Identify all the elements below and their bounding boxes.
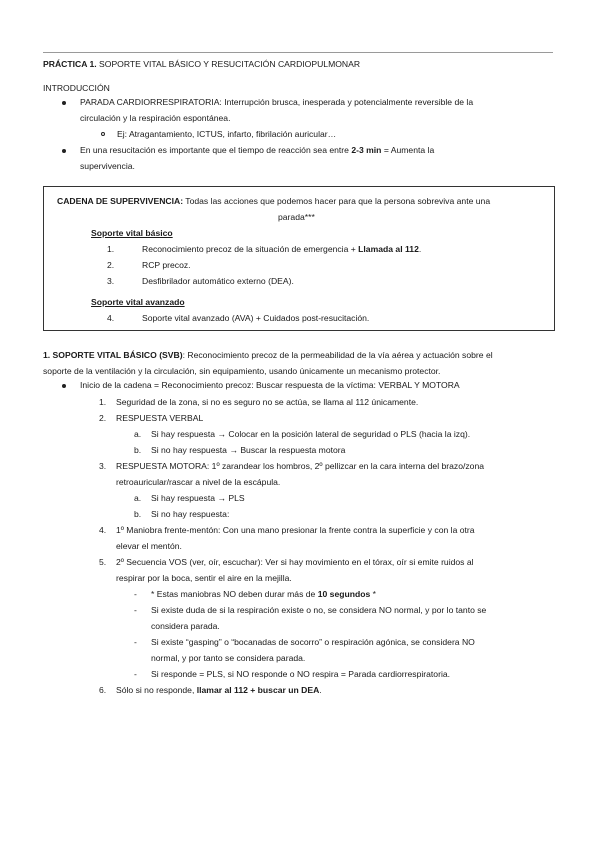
step-3b: Si no hay respuesta: — [151, 509, 230, 519]
dash-icon: - — [134, 669, 137, 679]
chain-item: RCP precoz. — [142, 260, 191, 270]
step-5: 2º Secuencia VOS (ver, oír, escuchar): Ver si hay movimiento en el tórax, oír si emite ruidos al — [116, 557, 474, 567]
step-5-point: Si existe duda de si la respiración existe o no, se considera NO normal, y por lo tanto se — [151, 605, 487, 615]
step-4: 1º Maniobra frente-mentón: Con una mano presionar la frente contra la superficie y con la otra — [116, 525, 475, 535]
sub-label: a. — [134, 429, 142, 439]
step-4-cont: elevar el mentón. — [116, 541, 182, 551]
sva-subheading: Soporte vital avanzado — [91, 297, 185, 307]
step-5-point-cont: considera parada. — [151, 621, 220, 631]
sub-label: b. — [134, 445, 142, 455]
step-2: RESPUESTA VERBAL — [116, 413, 204, 423]
step-number: 6. — [99, 685, 107, 695]
step-number: 4. — [99, 525, 107, 535]
sub-label: a. — [134, 493, 142, 503]
intro-heading: INTRODUCCIÓN — [43, 83, 110, 93]
intro-bullet-1-cont: circulación y la respiración espontánea. — [80, 113, 231, 123]
bullet-icon — [62, 101, 66, 105]
step-5-cont: respirar por la boca, sentir el aire en la mejilla. — [116, 573, 292, 583]
intro-bullet-2: En una resucitación es importante que el tiempo de reacción sea entre 2-3 min = Aumenta la — [80, 145, 435, 155]
chain-item-number: 3. — [107, 276, 115, 286]
intro-bullet-1: PARADA CARDIORRESPIRATORIA: Interrupción brusca, inesperada y potencialmente reversible de la — [80, 97, 474, 107]
svb-bullet: Inicio de la cadena = Reconocimiento precoz: Buscar respuesta de la víctima: VERBAL Y MOTORA — [80, 380, 460, 390]
chain-item-number: 4. — [107, 313, 115, 323]
header-rule — [43, 52, 553, 53]
step-5-point: Si responde = PLS, si NO responde o NO respira = Parada cardiorrespiratoria. — [151, 669, 451, 679]
dash-icon: - — [134, 637, 137, 647]
svb-heading: 1. SOPORTE VITAL BÁSICO (SVB): Reconocimiento precoz de la permeabilidad de la vía aérea y actuación sobre el — [43, 350, 493, 360]
intro-sub-bullet: Ej: Atragantamiento, ICTUS, infarto, fibrilación auricular… — [117, 129, 337, 139]
step-number: 2. — [99, 413, 107, 423]
step-3: RESPUESTA MOTORA: 1º zarandear los hombros, 2º pellizcar en la cara interna del brazo/zona — [116, 461, 485, 471]
chain-item: Desfibrilador automático externo (DEA). — [142, 276, 294, 286]
step-number: 5. — [99, 557, 107, 567]
page-title: PRÁCTICA 1. SOPORTE VITAL BÁSICO Y RESUCITACIÓN CARDIOPULMONAR — [43, 59, 361, 69]
chain-item: Reconocimiento precoz de la situación de emergencia + Llamada al 112. — [142, 244, 422, 254]
chain-item: Soporte vital avanzado (AVA) + Cuidados post-resucitación. — [142, 313, 370, 323]
step-2a: Si hay respuesta → Colocar en la posición lateral de seguridad o PLS (hacia la izq). — [151, 429, 471, 439]
dash-icon: - — [134, 605, 137, 615]
step-number: 3. — [99, 461, 107, 471]
step-2b: Si no hay respuesta → Buscar la respuesta motora — [151, 445, 346, 455]
survival-chain-box — [43, 186, 555, 331]
chain-heading-cont: parada*** — [278, 212, 315, 222]
svb-subheading: Soporte vital básico — [91, 228, 173, 238]
step-1: Seguridad de la zona, si no es seguro no se actúa, se llama al 112 únicamente. — [116, 397, 419, 407]
sub-label: b. — [134, 509, 142, 519]
step-3-cont: retroauricular/rascar a nivel de la escápula. — [116, 477, 281, 487]
step-5-point-cont: normal, y por tanto se considera parada. — [151, 653, 306, 663]
svb-heading-cont: soporte de la ventilación y la circulación, sin equipamiento, usando únicamente un mecanismo protector. — [43, 366, 441, 376]
step-5-note: * Estas maniobras NO deben durar más de 10 segundos * — [151, 589, 376, 599]
step-3a: Si hay respuesta → PLS — [151, 493, 245, 503]
chain-item-number: 1. — [107, 244, 115, 254]
chain-item-number: 2. — [107, 260, 115, 270]
step-number: 1. — [99, 397, 107, 407]
bullet-icon — [62, 149, 66, 153]
chain-heading: CADENA DE SUPERVIVENCIA: Todas las acciones que podemos hacer para que la persona sobreviva ante una — [57, 196, 491, 206]
bullet-icon — [62, 384, 66, 388]
circle-bullet-icon — [101, 132, 105, 136]
dash-icon: - — [134, 589, 137, 599]
step-6: Sólo si no responde, llamar al 112 + buscar un DEA. — [116, 685, 322, 695]
intro-bullet-2-cont: supervivencia. — [80, 161, 135, 171]
step-5-point: Si existe “gasping” o “bocanadas de socorro” o respiración agónica, se considera NO — [151, 637, 475, 647]
